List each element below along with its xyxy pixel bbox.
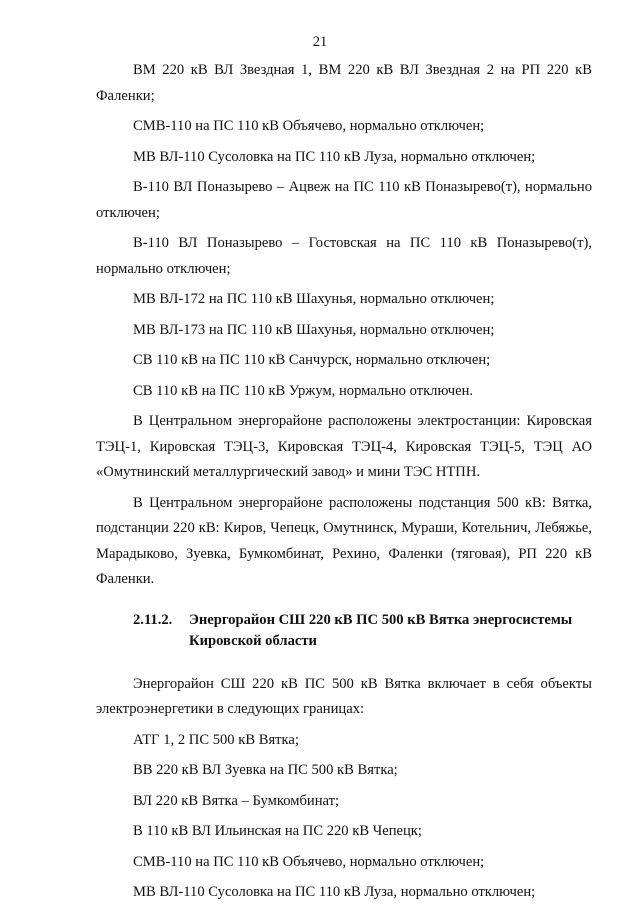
paragraph: ВМ 220 кВ ВЛ Звездная 1, ВМ 220 кВ ВЛ Звездная 2 на РП 220 кВ Фаленки; <box>96 62 592 104</box>
paragraph: АТГ 1, 2 ПС 500 кВ Вятка; <box>133 731 299 748</box>
paragraph: СМВ-110 на ПС 110 кВ Объячево, нормально отключен; <box>133 853 485 870</box>
paragraph: В Центральном энергорайоне расположены подстанция 500 кВ: Вятка, подстанции 220 кВ: Киров, Чепецк, Омутнинск, Мураши, Котельнич, Лебяжье, Марадыково, Зуевка, Бумкомбинат, Рехино, Фаленки (тяговая), РП 220 кВ Фаленки. <box>96 494 592 587</box>
section-number: 2.11.2. <box>133 611 173 628</box>
paragraph: ВЛ 220 кВ Вятка – Бумкомбинат; <box>133 792 340 809</box>
paragraph: ВВ 220 кВ ВЛ Зуевка на ПС 500 кВ Вятка; <box>133 762 398 778</box>
paragraph: МВ ВЛ-173 на ПС 110 кВ Шахунья, нормально отключен; <box>133 321 495 338</box>
paragraph: МВ ВЛ-110 Сусоловка на ПС 110 кВ Луза, нормально отключен; <box>133 148 536 165</box>
paragraph: СВ 110 кВ на ПС 110 кВ Уржум, нормально отключен. <box>133 382 474 399</box>
paragraph: В 110 кВ ВЛ Ильинская на ПС 220 кВ Чепецк; <box>133 823 422 839</box>
paragraph: СВ 110 кВ на ПС 110 кВ Санчурск, нормально отключен; <box>133 352 491 368</box>
section-title: Энергорайон СШ 220 кВ ПС 500 кВ Вятка энергосистемы Кировской области <box>189 611 573 649</box>
paragraph: МВ ВЛ-110 Сусоловка на ПС 110 кВ Луза, нормально отключен; <box>133 884 536 900</box>
paragraph: Энергорайон СШ 220 кВ ПС 500 кВ Вятка включает в себя объекты электроэнергетики в следующих границах: <box>96 675 592 717</box>
page-number: 21 <box>312 34 328 50</box>
paragraph: В-110 ВЛ Поназырево – Гостовская на ПС 110 кВ Поназырево(т), нормально отключен; <box>96 235 592 277</box>
document-body <box>96 58 592 911</box>
section-heading <box>96 610 592 652</box>
paragraph: МВ ВЛ-172 на ПС 110 кВ Шахунья, нормально отключен; <box>133 291 495 307</box>
paragraph: СМВ-110 на ПС 110 кВ Объячево, нормально отключен; <box>133 118 485 134</box>
paragraph: В Центральном энергорайоне расположены электростанции: Кировская ТЭЦ-1, Кировская ТЭЦ-3, Кировская ТЭЦ-4, Кировская ТЭЦ-5, ТЭЦ АО «Омутнинский металлургический завод» и мини ТЭС НТПН. <box>96 413 592 480</box>
paragraph: В-110 ВЛ Поназырево – Ацвеж на ПС 110 кВ Поназырево(т), нормально отключен; <box>96 179 592 221</box>
